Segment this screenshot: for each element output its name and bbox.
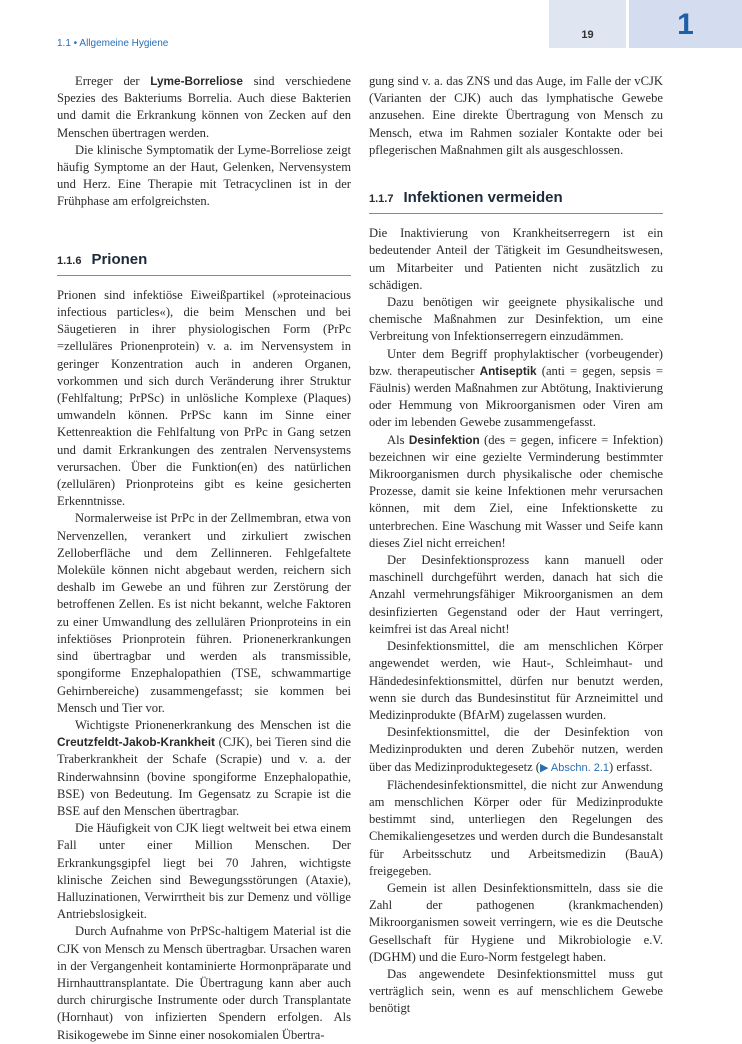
paragraph: Unter dem Begriff prophylaktischer (vorbeugender) bzw. therapeutischer Antiseptik (anti = gegen, sepsis = Fäulnis) werden Maßnahmen zur Abtötung, Inaktivierung oder Hemmung von Mikroorganismen oder Viren am oder im lebenden Gewebe zusammengefasst. (369, 346, 663, 430)
section-heading-infektionen (369, 189, 663, 214)
section-number: 1.1.6 (57, 254, 82, 267)
left-column (57, 73, 351, 1044)
paragraph: Die Inaktivierung von Krankheitserregern ist ein bedeutender Anteil der Tätigkeit im Gesundheitswesen, um Mitarbeiter und Patienten nicht zusätzlich zu schädigen. (369, 226, 663, 292)
paragraph: Wichtigste Prionenerkrankung des Menschen ist die Creutzfeldt-Jakob-Krankheit (CJK), bei Tieren sind die Traberkrankheit der Schafe (Scrapie) und v. a. der Rinderwahnsinn (bovine spongiforme Enzephalopathie, BSE) von Bedeutung. Im Gegensatz zu Scrapie ist die BSE auf den Menschen übertragbar. (57, 717, 351, 818)
paragraph: Gemein ist allen Desinfektionsmitteln, dass sie die Zahl der pathogenen (krankmachenden) Mikroorganismen soweit verringern, wie es die Deutsche Gesellschaft für Hygiene und Mikrobiologie e.V. (DGHM) und die Euro-Norm festgelegt haben. (369, 880, 663, 964)
section-number: 1.1.7 (369, 193, 394, 206)
paragraph: Die Häufigkeit von CJK liegt weltweit bei etwa einem Fall unter einer Million Menschen. Der Erkrankungsgipfel liegt bei 70 Jahren, wichtigste klinische Zeichen sind Bewegungsstörungen (Ataxie), Halluzinationen, Verwirrtheit bis zur Demenz und völlige Antriebslosigkeit. (57, 821, 351, 922)
page-number-box (549, 0, 626, 48)
paragraph: Prionen sind infektiöse Eiweißpartikel (»proteinacious infectious particles«), die beim Menschen und bei Säugetieren in ihrer physiologischen Form (PrPc =zelluläres Prionenprotein) v. a. im Nervensystem in geringer Konzentration auch in anderen Organen, vorkommen und sich durch Veränderung ihrer Struktur (Fehlfaltung; PrPSc) in unlösliche Komplexe (Plaques) umwandeln können. PrPSc kann im Sinne einer Kettenreaktion die Fehlfaltung von PrPc in Gang setzen und damit Erkrankungen des zentralen Nervensystems verursachen. Über die Funktion(en) des natürlichen (zellulären) Prionproteins gibt es keine gesicherten Erkenntnisse. (57, 287, 351, 509)
paragraph: gung sind v. a. das ZNS und das Auge, im Falle der vCJK (Varianten der CJK) auch das lymphatische Gewebe anzusehen. Eine direkte Übertragung von Mensch zu Mensch, etwa im Rahmen sozialer Kontakte oder bei pflegerischen Maßnahmen gilt als ausgeschlossen. (369, 74, 663, 157)
keyword: Desinfektion (408, 432, 480, 447)
page-number: 19 (581, 29, 594, 41)
paragraph: Das angewendete Desinfektionsmittel muss gut verträglich sein, wenn es auf menschlichem Gewebe benötigt (369, 966, 663, 1016)
paragraph: Die klinische Symptomatik der Lyme-Borreliose zeigt häufig Symptome an der Haut, Gelenken, Nervensystem und Herz. Eine Therapie mit Tetracyclinen ist in der Frühphase am erfolgreichsten. (57, 142, 351, 209)
keyword: Lyme-Borreliose (150, 74, 243, 88)
paragraph: Erreger der Lyme-Borreliose sind verschiedene Spezies des Bakteriums Borrelia. Auch diese Bakterien und damit die Erkrankung können von Zecken auf den Menschen übertragen werden. (57, 74, 351, 140)
section-reference-link[interactable]: ▶ Abschn. 2.1 (540, 761, 610, 774)
chapter-number: 1 (677, 8, 694, 41)
paragraph: Flächendesinfektionsmittel, die nicht zur Anwendung am menschlichen Körper oder für Medizinprodukte bestimmt sind, unterliegen den Regelungen des Chemikaliengesetzes und werden durch die Bundesanstalt für Arbeitsschutz und Arbeitsmedizin (BauA) freigegeben. (369, 777, 663, 878)
right-column (369, 73, 663, 1018)
section-title: Infektionen vermeiden (403, 189, 563, 207)
keyword: Antiseptik (479, 363, 537, 378)
chapter-tab (629, 0, 742, 48)
section-heading-prionen (57, 251, 351, 276)
running-head: 1.1 • Allgemeine Hygiene (57, 38, 169, 49)
paragraph: Als Desinfektion (des = gegen, inficere = Infektion) bezeichnen wir eine gezielte Verminderung bestimmter Mikroorganismen durch physikalische oder chemische Prozesse, damit sie keine Infektionen mehr verursachen können, mit dem Ziel, eine Infektionskette zu unterbrechen. Eine Waschung mit Wasser und Seife kann dieses Ziel nicht erreichen! (369, 432, 663, 550)
paragraph: Desinfektionsmittel, die der Desinfektion von Medizinprodukten und deren Zubehör nutzen, werden über das Medizinproduktegesetz (▶ Abschn. 2.1) erfasst. (369, 725, 663, 774)
paragraph: Der Desinfektionsprozess kann manuell oder maschinell durchgeführt werden, danach hat sich die Anzahl vermehrungsfähiger Mikroorganismen an dem desinfizierten Gegenstand oder der Haut verringert, keimfrei ist das Areal nicht! (369, 553, 663, 636)
paragraph: Desinfektionsmittel, die am menschlichen Körper angewendet werden, wie Haut-, Schleimhaut- und Händedesinfektionsmittel, dürfen nur benutzt werden, wenn sie durch das Bundesinstitut für Arzneimittel und Medizinprodukte (BfArM) zugelassen wurden. (369, 639, 663, 722)
keyword: Creutzfeldt-Jakob-Krankheit (57, 735, 215, 750)
paragraph: Durch Aufnahme von PrPSc-haltigem Material ist die CJK von Mensch zu Mensch übertragbar. Ursachen waren in der Vergangenheit kontaminierte Hormonpräparate und Hirnhauttransplantate. Die Übertragung kann aber auch durch chirurgische Instrumente oder durch Transplantate (Hornhaut) von infizierten Spendern erfolgen. Als Risikogewebe im Sinne einer nosokomialen Übertra- (57, 924, 351, 1042)
section-title: Prionen (91, 250, 148, 268)
paragraph: Dazu benötigen wir geeignete physikalische und chemische Maßnahmen zur Desinfektion, um eine Verbreitung von Infektionserregern einzudämmen. (369, 295, 663, 344)
paragraph: Normalerweise ist PrPc in der Zellmembran, etwa von Nervenzellen, verankert und zirkuliert zwischen Zelloberfläche und dem Zellinneren. Fehlgefaltete Moleküle können nicht abgebaut werden, reichern sich deshalb im Gewebe an und führen zur Zerstörung der betroffenen Zellen. Es ist nicht bekannt, welche Faktoren zu einer Umwandlung des zellulären Prionproteins in ein infektiöses Prionprotein führen. Prionenerkrankungen sind übertragbar und werden als transmissible, spongiforme Enzephalopathien (TSE, schwammartige Gehirnbereiche) zusammengefasst; sie kommen bei Mensch und Tier vor. (57, 511, 351, 715)
